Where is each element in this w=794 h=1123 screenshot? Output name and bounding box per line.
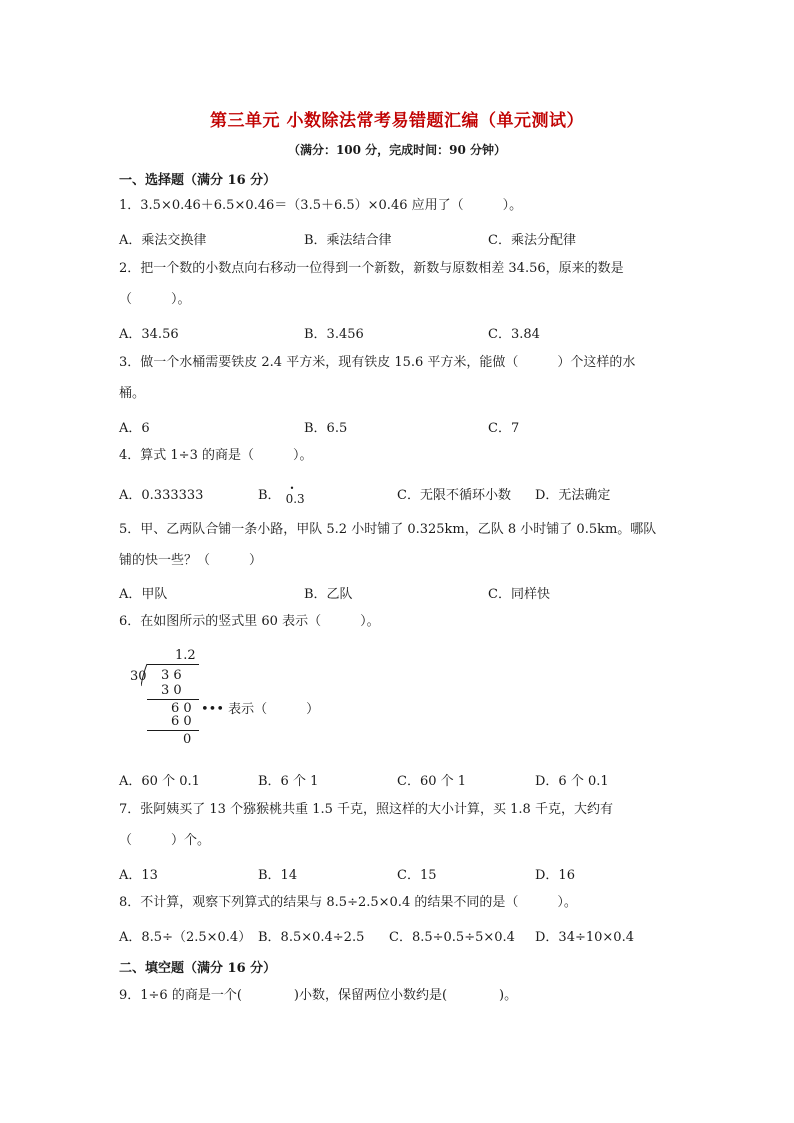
question-3-line2: 桶。	[119, 386, 146, 401]
q3-option-b: B．6.5	[304, 421, 348, 436]
q3-option-c: C．7	[488, 421, 520, 436]
q7-option-c: C．15	[397, 868, 437, 883]
division-rule-1	[147, 699, 199, 700]
repeating-decimal	[281, 483, 305, 506]
q8-option-a: A．8.5÷（2.5×0.4）	[119, 930, 252, 945]
q7-option-b: B．14	[258, 868, 298, 883]
question-6: 6．在如图所示的竖式里 60 表示（ ）。	[119, 614, 380, 629]
division-note: ••• 表示（ ）	[201, 702, 320, 717]
q6-option-b: B．6 个 1	[258, 774, 319, 789]
division-step-2: 6 0	[171, 701, 192, 716]
q5-option-c: C．同样快	[488, 587, 550, 602]
long-division-figure	[125, 645, 325, 745]
question-7-line2: （ ）个。	[119, 833, 211, 848]
q8-option-c: C．8.5÷0.5÷5×0.4	[389, 930, 515, 945]
question-1: 1．3.5×0.46＋6.5×0.46＝（3.5＋6.5）×0.46 应用了（ ）。	[119, 198, 523, 213]
page-title: 第三单元 小数除法常考易错题汇编（单元测试）	[210, 111, 584, 131]
q1-option-c: C．乘法分配律	[488, 233, 576, 248]
division-remainder: 0	[183, 732, 192, 747]
q4-option-b-label: B．	[258, 488, 281, 503]
question-2-line1: 2．把一个数的小数点向右移动一位得到一个新数，新数与原数相差 34.56，原来的数是	[119, 261, 624, 276]
question-3-line1: 3．做一个水桶需要铁皮 2.4 平方米，现有铁皮 15.6 平方米，能做（ ）个这样的水	[119, 355, 636, 370]
q6-option-d: D．6 个 0.1	[535, 774, 609, 789]
q4-option-a: A．0.333333	[119, 488, 204, 503]
q2-option-b: B．3.456	[304, 327, 364, 342]
q8-option-b: B．8.5×0.4÷2.5	[258, 930, 365, 945]
repeat-dot: •	[289, 483, 295, 493]
q6-option-c: C．60 个 1	[397, 774, 467, 789]
division-quotient: 1.2	[175, 648, 196, 663]
q2-option-a: A．34.56	[119, 327, 179, 342]
division-step-3: 6 0	[171, 714, 192, 729]
q6-option-a: A．60 个 0.1	[119, 774, 200, 789]
section-heading-fill: 二、填空题（满分 16 分）	[119, 961, 277, 976]
q4-option-d: D．无法确定	[535, 488, 611, 503]
question-7-line1: 7．张阿姨买了 13 个猕猴桃共重 1.5 千克，照这样的大小计算，买 1.8 千克，大约有	[119, 802, 613, 817]
division-divisor: 30	[130, 669, 147, 684]
q2-option-c: C．3.84	[488, 327, 540, 342]
q7-option-d: D．16	[535, 868, 575, 883]
q7-option-a: A．13	[119, 868, 158, 883]
q5-option-a: A．甲队	[119, 587, 168, 602]
division-step-1: 3 0	[161, 683, 182, 698]
question-8: 8．不计算，观察下列算式的结果与 8.5÷2.5×0.4 的结果不同的是（ ）。	[119, 895, 577, 910]
question-5-line1: 5．甲、乙两队合铺一条小路，甲队 5.2 小时铺了 0.325km，乙队 8 小时铺了 0.5km。哪队	[119, 522, 657, 537]
division-rule-2	[147, 730, 199, 731]
question-9: 9．1÷6 的商是一个( )小数，保留两位小数约是( )。	[119, 988, 518, 1003]
q4-option-b	[258, 483, 305, 506]
q4-option-c: C．无限不循环小数	[397, 488, 511, 503]
q5-option-b: B．乙队	[304, 587, 353, 602]
question-5-line2: 铺的快一些？（ ）	[119, 553, 263, 568]
division-bar	[147, 664, 199, 665]
repeating-decimal-value: 0.3	[285, 491, 305, 506]
q1-option-b: B．乘法结合律	[304, 233, 392, 248]
q1-option-a: A．乘法交换律	[119, 233, 207, 248]
question-2-line2: （ ）。	[119, 292, 191, 307]
section-heading-choice: 一、选择题（满分 16 分）	[119, 173, 277, 188]
q8-option-d: D．34÷10×0.4	[535, 930, 634, 945]
page-subtitle: （满分：100 分，完成时间：90 分钟）	[287, 143, 507, 157]
division-dividend: 3 6	[161, 668, 182, 683]
q3-option-a: A．6	[119, 421, 150, 436]
question-4: 4．算式 1÷3 的商是（ ）。	[119, 448, 313, 463]
